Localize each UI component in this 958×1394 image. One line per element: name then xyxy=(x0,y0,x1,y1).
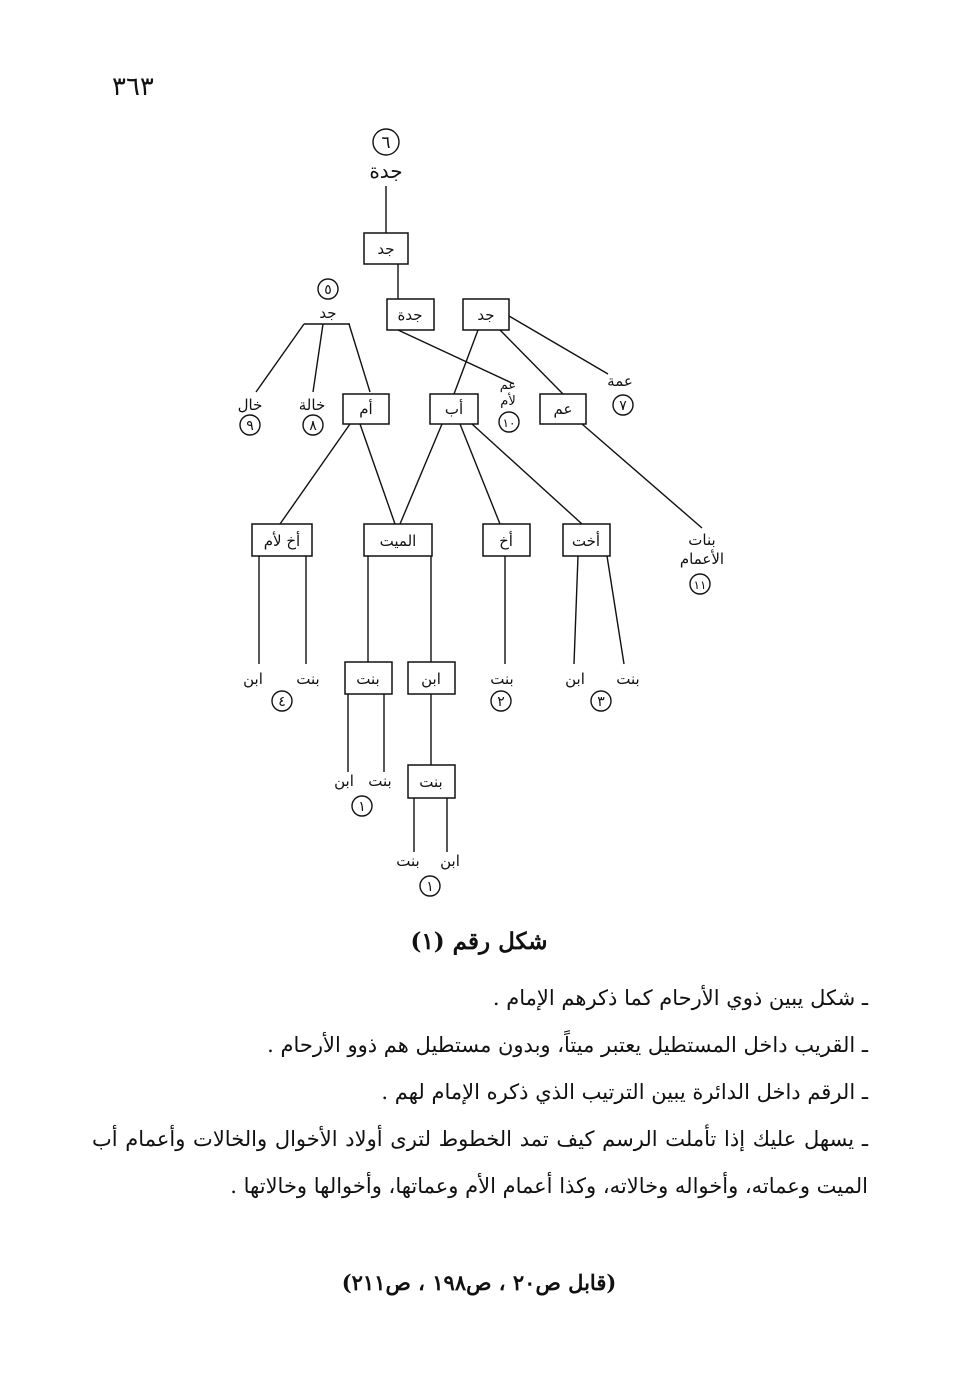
node-label: أخ لأم xyxy=(263,532,301,550)
node-label: جد xyxy=(477,306,495,324)
node-label: لأم xyxy=(500,394,516,409)
node-label: خالة xyxy=(298,396,326,414)
node-label: عم xyxy=(553,400,573,418)
note-item: ـ القريب داخل المستطيل يعتبر ميتاً، وبدون مستطيل هم ذوو الأرحام . xyxy=(267,1033,868,1057)
node-label: جد xyxy=(319,304,337,322)
cross-reference: (قابل ص٢٠ ، ص١٩٨ ، ص٢١١) xyxy=(341,1270,617,1295)
note-item: ـ يسهل عليك إذا تأملت الرسم كيف تمد الخطوط لترى أولاد الأخوال والخالات وأعمام أب الميت وعماته، وأخواله وخالاته، وكذا أعمام الأم وعماتها، وأخوالها وخالاتها . xyxy=(92,1127,868,1198)
node-label: بنت xyxy=(396,852,420,870)
node-label: أب xyxy=(444,400,464,418)
node-label: جدة xyxy=(369,159,403,183)
node-label: ابن xyxy=(440,852,460,870)
node-label: الميت xyxy=(379,532,417,550)
page-number: ٣٦٣ xyxy=(112,72,154,102)
order-number: ١٠ xyxy=(502,416,516,430)
node-label: الأعمام xyxy=(679,550,725,568)
node-label: بنات xyxy=(688,531,716,549)
order-number: ٢ xyxy=(497,694,505,710)
node-label: جدة xyxy=(397,306,423,324)
node-label: ابن xyxy=(421,670,441,688)
order-number: ٤ xyxy=(278,694,286,710)
node-label: خال xyxy=(237,396,263,414)
node-label: عمة xyxy=(607,372,633,390)
node-label: بنت xyxy=(368,772,392,790)
order-number: ١ xyxy=(358,799,366,815)
node-label: بنت xyxy=(296,670,320,688)
node-label: أم xyxy=(359,400,373,418)
node-label: ابن xyxy=(334,772,354,790)
order-number: ١١ xyxy=(693,578,707,592)
order-number: ١ xyxy=(426,879,434,895)
node-label: عم xyxy=(499,378,517,393)
order-number: ٦ xyxy=(381,133,391,153)
node-label: ابن xyxy=(565,670,585,688)
note-item: ـ شكل يبين ذوي الأرحام كما ذكرهم الإمام . xyxy=(492,986,868,1010)
node-label: بنت xyxy=(419,773,443,791)
order-number: ٣ xyxy=(597,694,605,710)
note-item: ـ الرقم داخل الدائرة يبين الترتيب الذي ذكره الإمام لهم . xyxy=(381,1080,868,1104)
node-label: بنت xyxy=(616,670,640,688)
notes-list xyxy=(92,975,868,1210)
node-label: أخ xyxy=(499,532,513,550)
figure-caption: شكل رقم (١) xyxy=(410,928,548,955)
node-label: جد xyxy=(377,240,395,258)
node-label: بنت xyxy=(356,670,380,688)
order-number: ٩ xyxy=(246,418,254,434)
node-label: ابن xyxy=(243,670,263,688)
order-number: ٨ xyxy=(309,418,317,434)
node-label: أخت xyxy=(571,532,601,550)
order-number: ٥ xyxy=(324,282,332,298)
node-label: بنت xyxy=(490,670,514,688)
order-number: ٧ xyxy=(619,398,627,414)
